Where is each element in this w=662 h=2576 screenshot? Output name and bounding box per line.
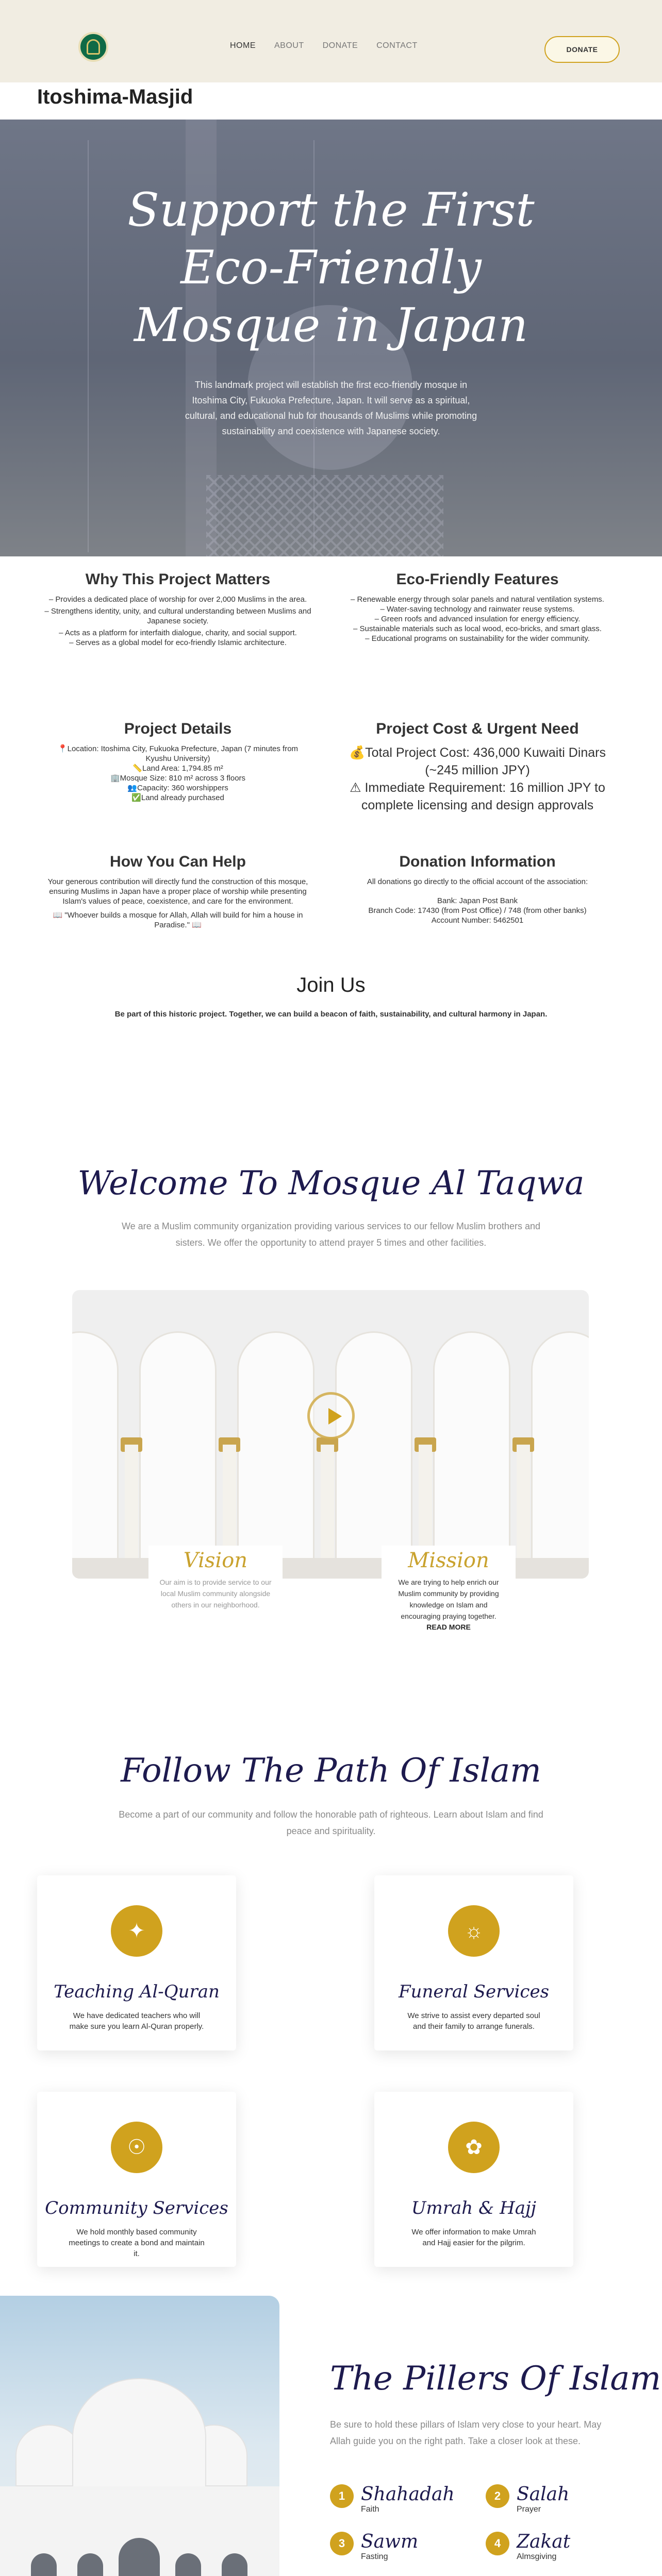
pillar-item: 4 Zakat Almsgiving <box>486 2532 570 2562</box>
hero-title: Support the First Eco-Friendly Mosque in Japan <box>127 183 535 352</box>
details-title: Project Details <box>124 720 232 737</box>
pillar-item: 2 Salah Prayer <box>486 2484 569 2514</box>
kaaba-icon: ✿ <box>448 2122 500 2173</box>
nav-home[interactable]: HOME <box>230 41 256 50</box>
quran-icon: ✦ <box>111 1905 162 1957</box>
donation-intro: All donations go directly to the official account of the association: <box>367 877 588 886</box>
nav-contact[interactable]: CONTACT <box>376 41 418 50</box>
eco-section <box>343 571 611 643</box>
mission-text: We are trying to help enrich our Muslim community by providing knowledge on Islam and encouraging praying together. <box>398 1578 499 1620</box>
cost-item: 💰Total Project Cost: 436,000 Kuwaiti Dinars (~245 million JPY) <box>349 745 606 777</box>
why-item: – Serves as a global model for eco-friendly Islamic architecture. <box>69 638 287 647</box>
hero-description: This landmark project will establish the first eco-friendly mosque in Itoshima City, Fukuoka Prefecture, Japan. It will serve as a spiritual, cultural, and educational hub for thousands of Muslims while promoting sustainability and coexistence with Japanese society. <box>185 380 477 436</box>
vision-title: Vision <box>183 1549 248 1572</box>
service-card[interactable] <box>37 1875 236 2050</box>
service-title: Community Services <box>45 2198 228 2218</box>
vision-text: Our aim is to provide service to our local Muslim community alongside others in our neighborhood. <box>159 1578 272 1609</box>
why-item: – Acts as a platform for interfaith dialogue, charity, and social support. <box>59 629 297 637</box>
lamp-icon: ☼ <box>448 1905 500 1957</box>
welcome-title: Welcome To Mosque Al Taqwa <box>77 1164 585 1202</box>
help-text: Your generous contribution will directly fund the construction of this mosque, ensuring Muslims in Japan have a proper place of worship while presenting Islam's values of peace, coexistence, and care for the environment. <box>47 877 308 906</box>
eco-item: – Sustainable materials such as local wood, eco-bricks, and smart glass. <box>353 624 602 633</box>
eco-item: – Educational programs on sustainability for the wider community. <box>365 634 590 643</box>
service-card[interactable] <box>374 1875 573 2050</box>
details-section <box>44 720 312 803</box>
mosque-logo-icon[interactable] <box>78 32 108 62</box>
mosque-arches-image <box>72 1290 589 1579</box>
path-title: Follow The Path Of Islam <box>121 1752 541 1790</box>
details-item: 📍Location: Itoshima City, Fukuoka Prefecture, Japan (7 minutes from Kyushu University) <box>57 744 299 763</box>
eco-item: – Renewable energy through solar panels and natural ventilation systems. <box>351 595 604 604</box>
cost-item: ⚠ Immediate Requirement: 16 million JPY to complete licensing and design approvals <box>350 781 605 812</box>
pillar-item: 1 Shahadah Faith <box>330 2484 455 2514</box>
vision-card <box>148 1546 283 1649</box>
help-quote: 📖 "Whoever builds a mosque for Allah, Allah will build for him a house in Paradise." 📖 <box>53 911 303 929</box>
pillar-item: 3 Sawm Fasting <box>330 2532 418 2562</box>
details-item: ✅Land already purchased <box>131 793 224 802</box>
help-title: How You Can Help <box>110 853 246 870</box>
service-card[interactable] <box>374 2092 573 2267</box>
mosque-domes-image <box>0 2296 279 2576</box>
donation-info-title: Donation Information <box>399 853 556 870</box>
donation-info-section <box>343 853 611 925</box>
welcome-subtitle: We are a Muslim community organization providing various services to our fellow Muslim brothers and sisters. We offer the opportunity to attend prayer 5 times and other facilities. <box>122 1221 540 1248</box>
donation-branch: Branch Code: 17430 (from Post Office) / 748 (from other banks) <box>368 906 587 915</box>
why-item: – Strengthens identity, unity, and cultural understanding between Muslims and Japanese society. <box>44 607 311 625</box>
why-item: – Provides a dedicated place of worship for over 2,000 Muslims in the area. <box>48 595 307 604</box>
pillars-subtitle: Be sure to hold these pillars of Islam very close to your heart. May Allah guide you on the right path. Take a closer look at these. <box>330 2419 602 2446</box>
service-text: We strive to assist every departed soul and their family to arrange funerals. <box>407 2011 540 2031</box>
nav-donate[interactable]: DONATE <box>322 41 358 50</box>
eco-title: Eco-Friendly Features <box>396 571 559 588</box>
details-item: 📏Land Area: 1,794.85 m² <box>133 764 223 773</box>
site-header <box>0 0 662 82</box>
community-icon: ☉ <box>111 2122 162 2173</box>
eco-item: – Green roofs and advanced insulation for energy efficiency. <box>374 615 581 623</box>
service-title: Teaching Al-Quran <box>54 1981 220 2002</box>
service-text: We offer information to make Umrah and Hajj easier for the pilgrim. <box>411 2228 536 2247</box>
cost-title: Project Cost & Urgent Need <box>376 720 579 737</box>
nav-about[interactable]: ABOUT <box>274 41 304 50</box>
main-nav <box>230 41 418 50</box>
details-item: 👥Capacity: 360 worshippers <box>127 784 228 792</box>
cost-section <box>343 720 611 814</box>
donation-bank: Bank: Japan Post Bank <box>437 896 518 905</box>
service-title: Umrah & Hajj <box>411 2198 537 2218</box>
site-title: Itoshima-Masjid <box>37 86 193 108</box>
why-section <box>44 571 312 648</box>
join-text: Be part of this historic project. Together, we can build a beacon of faith, sustainability, and cultural harmony in Japan. <box>114 1010 548 1019</box>
video-play-button[interactable] <box>307 1392 355 1439</box>
service-title: Funeral Services <box>398 1981 550 2002</box>
mission-title: Mission <box>408 1549 489 1572</box>
read-more-link[interactable]: READ MORE <box>426 1623 471 1631</box>
donation-account: Account Number: 5462501 <box>431 916 524 925</box>
service-card[interactable] <box>37 2092 236 2267</box>
join-title: Join Us <box>296 974 366 996</box>
details-item: 🏢Mosque Size: 810 m² across 3 floors <box>110 774 246 783</box>
pillars-title: The Pillers Of Islam <box>330 2360 661 2398</box>
help-section <box>44 853 312 930</box>
path-subtitle: Become a part of our community and follow the honorable path of righteous. Learn about Islam and find peace and spirituality. <box>119 1809 543 1836</box>
service-text: We hold monthly based community meetings to create a bond and maintain it. <box>69 2228 205 2258</box>
mission-card <box>382 1546 516 1649</box>
service-text: We have dedicated teachers who will make sure you learn Al-Quran properly. <box>69 2011 204 2031</box>
header-donate-button[interactable]: DONATE <box>544 36 620 63</box>
eco-item: – Water-saving technology and rainwater reuse systems. <box>380 605 575 614</box>
hero-banner <box>0 120 662 556</box>
why-title: Why This Project Matters <box>85 571 271 588</box>
